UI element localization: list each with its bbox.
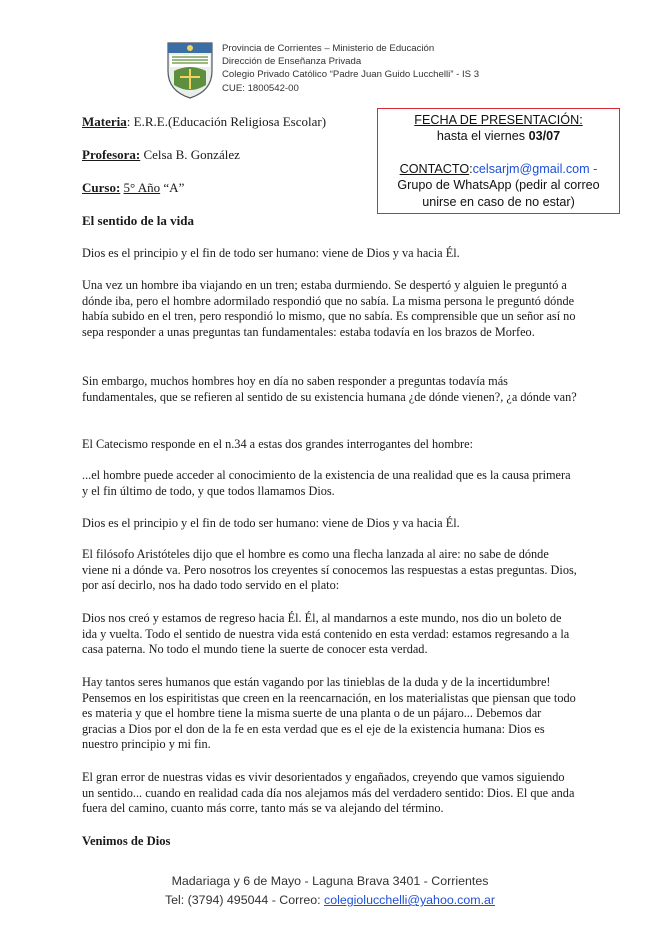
contacto-email[interactable]: celsarjm@gmail.com -: [472, 161, 598, 176]
document-title: El sentido de la vida: [82, 213, 194, 228]
materia-line: Materia: E.R.E.(Educación Religiosa Escolar): [82, 114, 327, 129]
section-heading: Venimos de Dios: [82, 834, 171, 848]
contacto-label: CONTACTO: [399, 161, 470, 176]
fecha-label: FECHA DE PRESENTACIÓN:: [414, 113, 583, 127]
footer-email-link[interactable]: colegiolucchelli@yahoo.com.ar: [324, 893, 496, 907]
paragraph-6: Dios es el principio y el fin de todo ser humano: viene de Dios y va hacia Él.: [82, 516, 460, 530]
paragraph-8: Dios nos creó y estamos de regreso hacia Él. Él, al mandarnos a este mundo, nos dio un boleto de ida y vuelta. Todo el sentido de nuestra vida está contenido en esta verdad: estamos regresando a la casa paterna. No todo el mundo tiene la suerte de conocer esta verdad.: [82, 611, 570, 657]
inst-line-direction: Dirección de Enseñanza Privada: [222, 56, 362, 68]
materia-value: E.R.E.(Educación Religiosa Escolar): [133, 114, 327, 129]
paragraph-7: El filósofo Aristóteles dijo que el hombre es como una flecha lanzada al aire: no sabe de dónde viene ni a dónde va. Pero nosotros los creyentes sí conocemos las respuestas a estas preguntas. Dios, por así decirlo, nos ha dado todo servido en el plato:: [82, 547, 577, 593]
fecha-line: [378, 128, 619, 144]
curso-label: Curso:: [82, 180, 121, 195]
profesora-line: [82, 147, 240, 163]
paragraph-3: Sin embargo, muchos hombres hoy en día no saben responder a preguntas todavía más fundamentales, que se refieren al sentido de su existencia humana ¿de dónde vienen?, ¿a dónde van?: [82, 374, 577, 404]
paragraph-2: Una vez un hombre iba viajando en un tren; estaba durmiendo. Se despertó y alguien le preguntó a dónde iba, pero el hombre adormilado respondió que no sabía. La misma persona le preguntó dónde había subido en el tren, pero respondió lo mismo, que no sabía. Es comprensible que un señor así no sepa responder a unas preguntas tan fundamentales: estaba todavía en los brazos de Morfeo.: [82, 278, 576, 339]
paragraph-9: Hay tantos seres humanos que están vagando por las tinieblas de la duda y de la incertidumbre! Pensemos en los espiritistas que creen en la reencarnación, en los materialistas que piensan que todo es materia y que el hombre tiene la misma suerte de una planta o de un pájaro... Debemos dar gracias a Dios por el don de la fe en esta verdad que es el eje de la existencia humana: Dios es nuestro principio y mi fin.: [82, 675, 576, 752]
curso-line: [82, 180, 184, 196]
letterhead: [166, 41, 526, 99]
paragraph-4: El Catecismo responde en el n.34 a estas dos grandes interrogantes del hombre:: [82, 437, 473, 451]
contacto-line-3: unirse en caso de no estar): [422, 194, 575, 209]
footer-address: Madariaga y 6 de Mayo - Laguna Brava 3401 - Corrientes: [171, 874, 489, 888]
contacto-separator: :: [469, 161, 473, 176]
paragraph-10: El gran error de nuestras vidas es vivir desorientados y engañados, creyendo que vamos siguiendo un sentido... cuando en realidad cada día nos alejamos más del verdadero sentido: Dios. El que anda fuera del camino, cuanto más corre, tanto más se va alejando del término.: [82, 770, 575, 816]
inst-line-province: Provincia de Corrientes – Ministerio de Educación: [222, 43, 435, 54]
inst-line-school: Colegio Privado Católico “Padre Juan Guido Lucchelli” - IS 3: [222, 69, 480, 81]
curso-value-division: “A”: [163, 180, 185, 195]
paragraph-1: Dios es el principio y el fin de todo ser humano: viene de Dios y va hacia Él.: [82, 246, 460, 260]
contacto-line: [378, 161, 619, 177]
profesora-label: Profesora:: [82, 147, 141, 162]
institution-lines: [222, 42, 479, 95]
profesora-value: Celsa B. González: [143, 147, 240, 162]
footer-contact: [0, 891, 660, 910]
footer-tel: Tel: (3794) 495044 - Correo:: [164, 893, 325, 907]
curso-value-year: 5° Año: [123, 180, 161, 195]
school-crest-icon: [166, 41, 214, 99]
fecha-date: 03/07: [528, 129, 561, 144]
paragraph-5: ...el hombre puede acceder al conocimiento de la existencia de una realidad que es la causa primera y el fin último de todo, y que todos llamamos Dios.: [82, 468, 571, 498]
fecha-text: hasta el viernes: [436, 129, 529, 144]
contacto-line-2: Grupo de WhatsApp (pedir al correo: [397, 178, 600, 193]
materia-label: Materia: [82, 114, 127, 129]
presentation-info-box: [377, 108, 620, 214]
inst-line-cue: CUE: 1800542-00: [222, 82, 299, 94]
